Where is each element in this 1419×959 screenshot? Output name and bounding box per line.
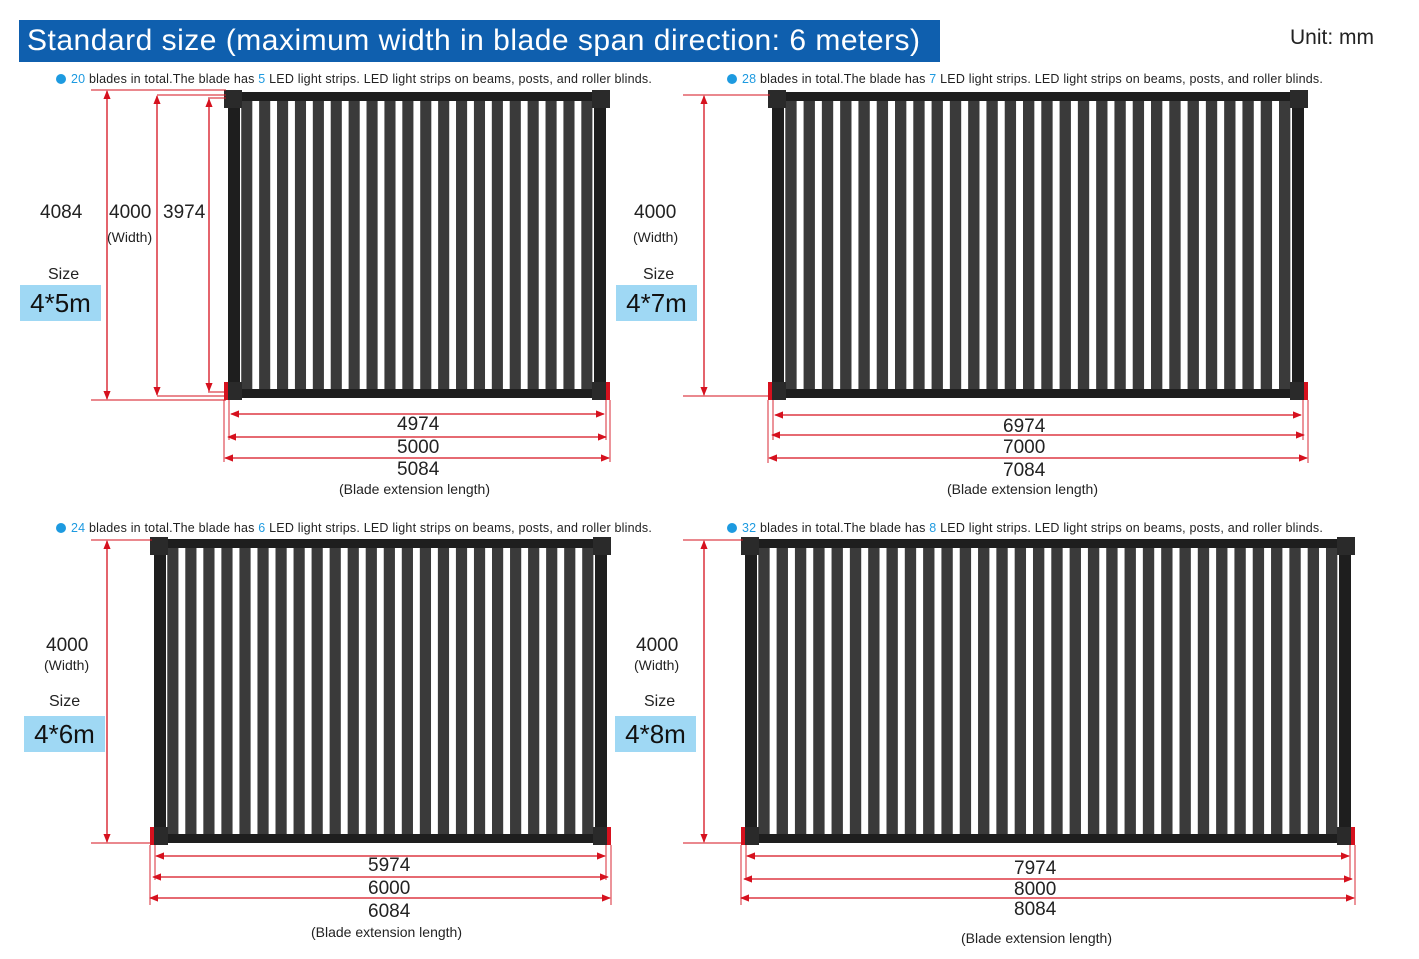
led-strip <box>768 382 772 400</box>
note-text: blades in total.The blade has <box>85 72 259 86</box>
blade <box>546 98 557 392</box>
led-strip <box>607 827 611 845</box>
led-strip <box>150 827 154 845</box>
blade <box>1206 98 1217 392</box>
blade <box>402 545 413 837</box>
blade <box>1051 545 1062 837</box>
blade <box>563 98 574 392</box>
blade <box>941 545 952 837</box>
blade <box>241 98 252 392</box>
side-beam-left <box>228 90 240 400</box>
blade <box>1242 98 1253 392</box>
blade <box>1015 545 1026 837</box>
blade <box>1308 545 1319 837</box>
blade <box>1143 545 1154 837</box>
blade <box>968 98 979 392</box>
bottom-beam <box>224 389 610 398</box>
blade <box>913 98 924 392</box>
led-strip <box>1351 827 1355 845</box>
blade <box>1033 545 1044 837</box>
length-dim-6084: 6084 <box>368 901 411 922</box>
blade <box>840 98 851 392</box>
blade <box>804 98 815 392</box>
page-title: Standard size (maximum width in blade span direction: 6 meters) <box>19 20 940 62</box>
blade <box>312 545 323 837</box>
blade <box>858 98 869 392</box>
blade <box>877 98 888 392</box>
note-text: LED light strips. LED light strips on beams, posts, and roller blinds. <box>936 521 1324 535</box>
length-dim-6000: 6000 <box>368 878 411 899</box>
led-strip <box>224 382 228 400</box>
blade <box>758 545 769 837</box>
blade <box>330 545 341 837</box>
size-badge-4x5: 4*5m <box>20 285 101 321</box>
bottom-beam <box>768 389 1308 398</box>
blade <box>313 98 324 392</box>
blade <box>474 545 485 837</box>
blade-extension-label: (Blade extension length) <box>961 930 1112 946</box>
blade <box>923 545 934 837</box>
blade-count: 24 <box>71 521 86 535</box>
blade <box>277 98 288 392</box>
length-dim-5084: 5084 <box>397 459 440 480</box>
size-label: Size <box>644 693 676 710</box>
blade <box>438 545 449 837</box>
length-dim-6974: 6974 <box>1003 416 1046 437</box>
blade <box>1188 98 1199 392</box>
note-text: blades in total.The blade has <box>756 521 930 535</box>
length-dim-8084: 8084 <box>1014 899 1057 920</box>
post <box>1337 537 1355 555</box>
size-badge-4x8: 4*8m <box>615 716 696 752</box>
top-beam <box>741 539 1355 548</box>
strip-count: 7 <box>929 72 937 86</box>
blade <box>1253 545 1264 837</box>
side-beam-right <box>1339 537 1351 845</box>
blade <box>895 98 906 392</box>
blade <box>348 545 359 837</box>
blade <box>456 545 467 837</box>
blade <box>932 98 943 392</box>
note-text: LED light strips. LED light strips on beams, posts, and roller blinds. <box>265 521 653 535</box>
post <box>1290 90 1308 108</box>
height-dim-4084: 4084 <box>40 202 83 223</box>
blade <box>1169 98 1180 392</box>
post <box>224 90 242 108</box>
blade <box>295 98 306 392</box>
blade <box>221 545 232 837</box>
blade <box>1133 98 1144 392</box>
width-label: (Width) <box>633 229 679 245</box>
blade <box>813 545 824 837</box>
width-label: (Width) <box>44 657 90 673</box>
blade <box>582 545 593 837</box>
length-dim-7000: 7000 <box>1003 437 1046 458</box>
blade <box>384 545 395 837</box>
blade <box>528 98 539 392</box>
blade <box>331 98 342 392</box>
blade-extension-label: (Blade extension length) <box>339 481 490 497</box>
blade-extension-label: (Blade extension length) <box>311 924 462 940</box>
blade <box>1106 545 1117 837</box>
post <box>741 537 759 555</box>
blade <box>978 545 989 837</box>
width-label: (Width) <box>634 657 680 673</box>
blade <box>1289 545 1300 837</box>
strip-count: 5 <box>258 72 266 86</box>
blade <box>167 545 178 837</box>
top-beam <box>224 92 610 101</box>
blade <box>1326 545 1337 837</box>
blade <box>492 98 503 392</box>
blade <box>581 98 592 392</box>
blade <box>257 545 268 837</box>
blade <box>528 545 539 837</box>
blade <box>1216 545 1227 837</box>
blade <box>960 545 971 837</box>
blade <box>1005 98 1016 392</box>
bottom-beam <box>741 834 1355 843</box>
blade <box>510 545 521 837</box>
length-dim-4974: 4974 <box>397 414 440 435</box>
led-strip <box>606 382 610 400</box>
length-dim-5974: 5974 <box>368 855 411 876</box>
blade <box>1114 98 1125 392</box>
blade <box>1234 545 1245 837</box>
bottom-beam <box>150 834 611 843</box>
blade <box>950 98 961 392</box>
blade <box>886 545 897 837</box>
side-beam-left <box>745 537 757 845</box>
strip-count: 8 <box>929 521 937 535</box>
length-dim-5000: 5000 <box>397 437 440 458</box>
blade <box>239 545 250 837</box>
led-strip <box>1304 382 1308 400</box>
blade <box>420 545 431 837</box>
blade <box>777 545 788 837</box>
height-dim-3974: 3974 <box>163 202 206 223</box>
note-text: blades in total.The blade has <box>756 72 930 86</box>
blade <box>832 545 843 837</box>
blade <box>564 545 575 837</box>
post <box>593 537 611 555</box>
blade <box>259 98 270 392</box>
blade-extension-label: (Blade extension length) <box>947 481 1098 497</box>
blade <box>349 98 360 392</box>
blade <box>785 98 796 392</box>
blade <box>850 545 861 837</box>
blade <box>1041 98 1052 392</box>
post <box>768 90 786 108</box>
height-dim-4000: 4000 <box>634 202 677 223</box>
note-text: LED light strips. LED light strips on beams, posts, and roller blinds. <box>265 72 653 86</box>
blade <box>1088 545 1099 837</box>
blade <box>366 545 377 837</box>
blade <box>1224 98 1235 392</box>
blade <box>1060 98 1071 392</box>
blade <box>510 98 521 392</box>
size-label: Size <box>48 266 80 283</box>
blade <box>1096 98 1107 392</box>
blade <box>185 545 196 837</box>
blade <box>868 545 879 837</box>
height-dim-4000: 4000 <box>46 635 89 656</box>
width-label: (Width) <box>107 229 153 245</box>
note-text: LED light strips. LED light strips on beams, posts, and roller blinds. <box>936 72 1324 86</box>
height-dim-4000: 4000 <box>109 202 152 223</box>
blade <box>1198 545 1209 837</box>
blade <box>905 545 916 837</box>
blade <box>456 98 467 392</box>
size-badge-4x7: 4*7m <box>616 285 697 321</box>
post <box>150 537 168 555</box>
blade-count: 28 <box>742 72 757 86</box>
length-dim-8000: 8000 <box>1014 879 1057 900</box>
blade <box>367 98 378 392</box>
blade <box>1279 98 1290 392</box>
blade <box>438 98 449 392</box>
size-label: Size <box>49 693 81 710</box>
strip-count: 6 <box>258 521 266 535</box>
blade <box>795 545 806 837</box>
blade <box>1151 98 1162 392</box>
blade-count: 20 <box>71 72 86 86</box>
unit-label: Unit: mm <box>1290 26 1374 49</box>
top-beam <box>150 539 611 548</box>
blade <box>822 98 833 392</box>
blade <box>492 545 503 837</box>
note-text: blades in total.The blade has <box>85 521 259 535</box>
post <box>592 90 610 108</box>
blade <box>1161 545 1172 837</box>
side-beam-left <box>772 90 784 400</box>
side-beam-right <box>595 537 607 845</box>
blade <box>294 545 305 837</box>
blade <box>275 545 286 837</box>
blade <box>420 98 431 392</box>
blade-count: 32 <box>742 521 757 535</box>
side-beam-left <box>154 537 166 845</box>
height-dim-4000: 4000 <box>636 635 679 656</box>
blade <box>384 98 395 392</box>
led-strip <box>741 827 745 845</box>
blade <box>402 98 413 392</box>
size-label: Size <box>643 266 675 283</box>
blade <box>1070 545 1081 837</box>
blade <box>1179 545 1190 837</box>
blade <box>203 545 214 837</box>
blade <box>1125 545 1136 837</box>
blade <box>1261 98 1272 392</box>
blade <box>474 98 485 392</box>
side-beam-right <box>594 90 606 400</box>
length-dim-7974: 7974 <box>1014 858 1057 879</box>
blade <box>996 545 1007 837</box>
blade <box>1078 98 1089 392</box>
top-beam <box>768 92 1308 101</box>
blade <box>1271 545 1282 837</box>
side-beam-right <box>1292 90 1304 400</box>
blade <box>546 545 557 837</box>
length-dim-7084: 7084 <box>1003 460 1046 481</box>
size-badge-4x6: 4*6m <box>24 716 105 752</box>
blade <box>986 98 997 392</box>
blade <box>1023 98 1034 392</box>
